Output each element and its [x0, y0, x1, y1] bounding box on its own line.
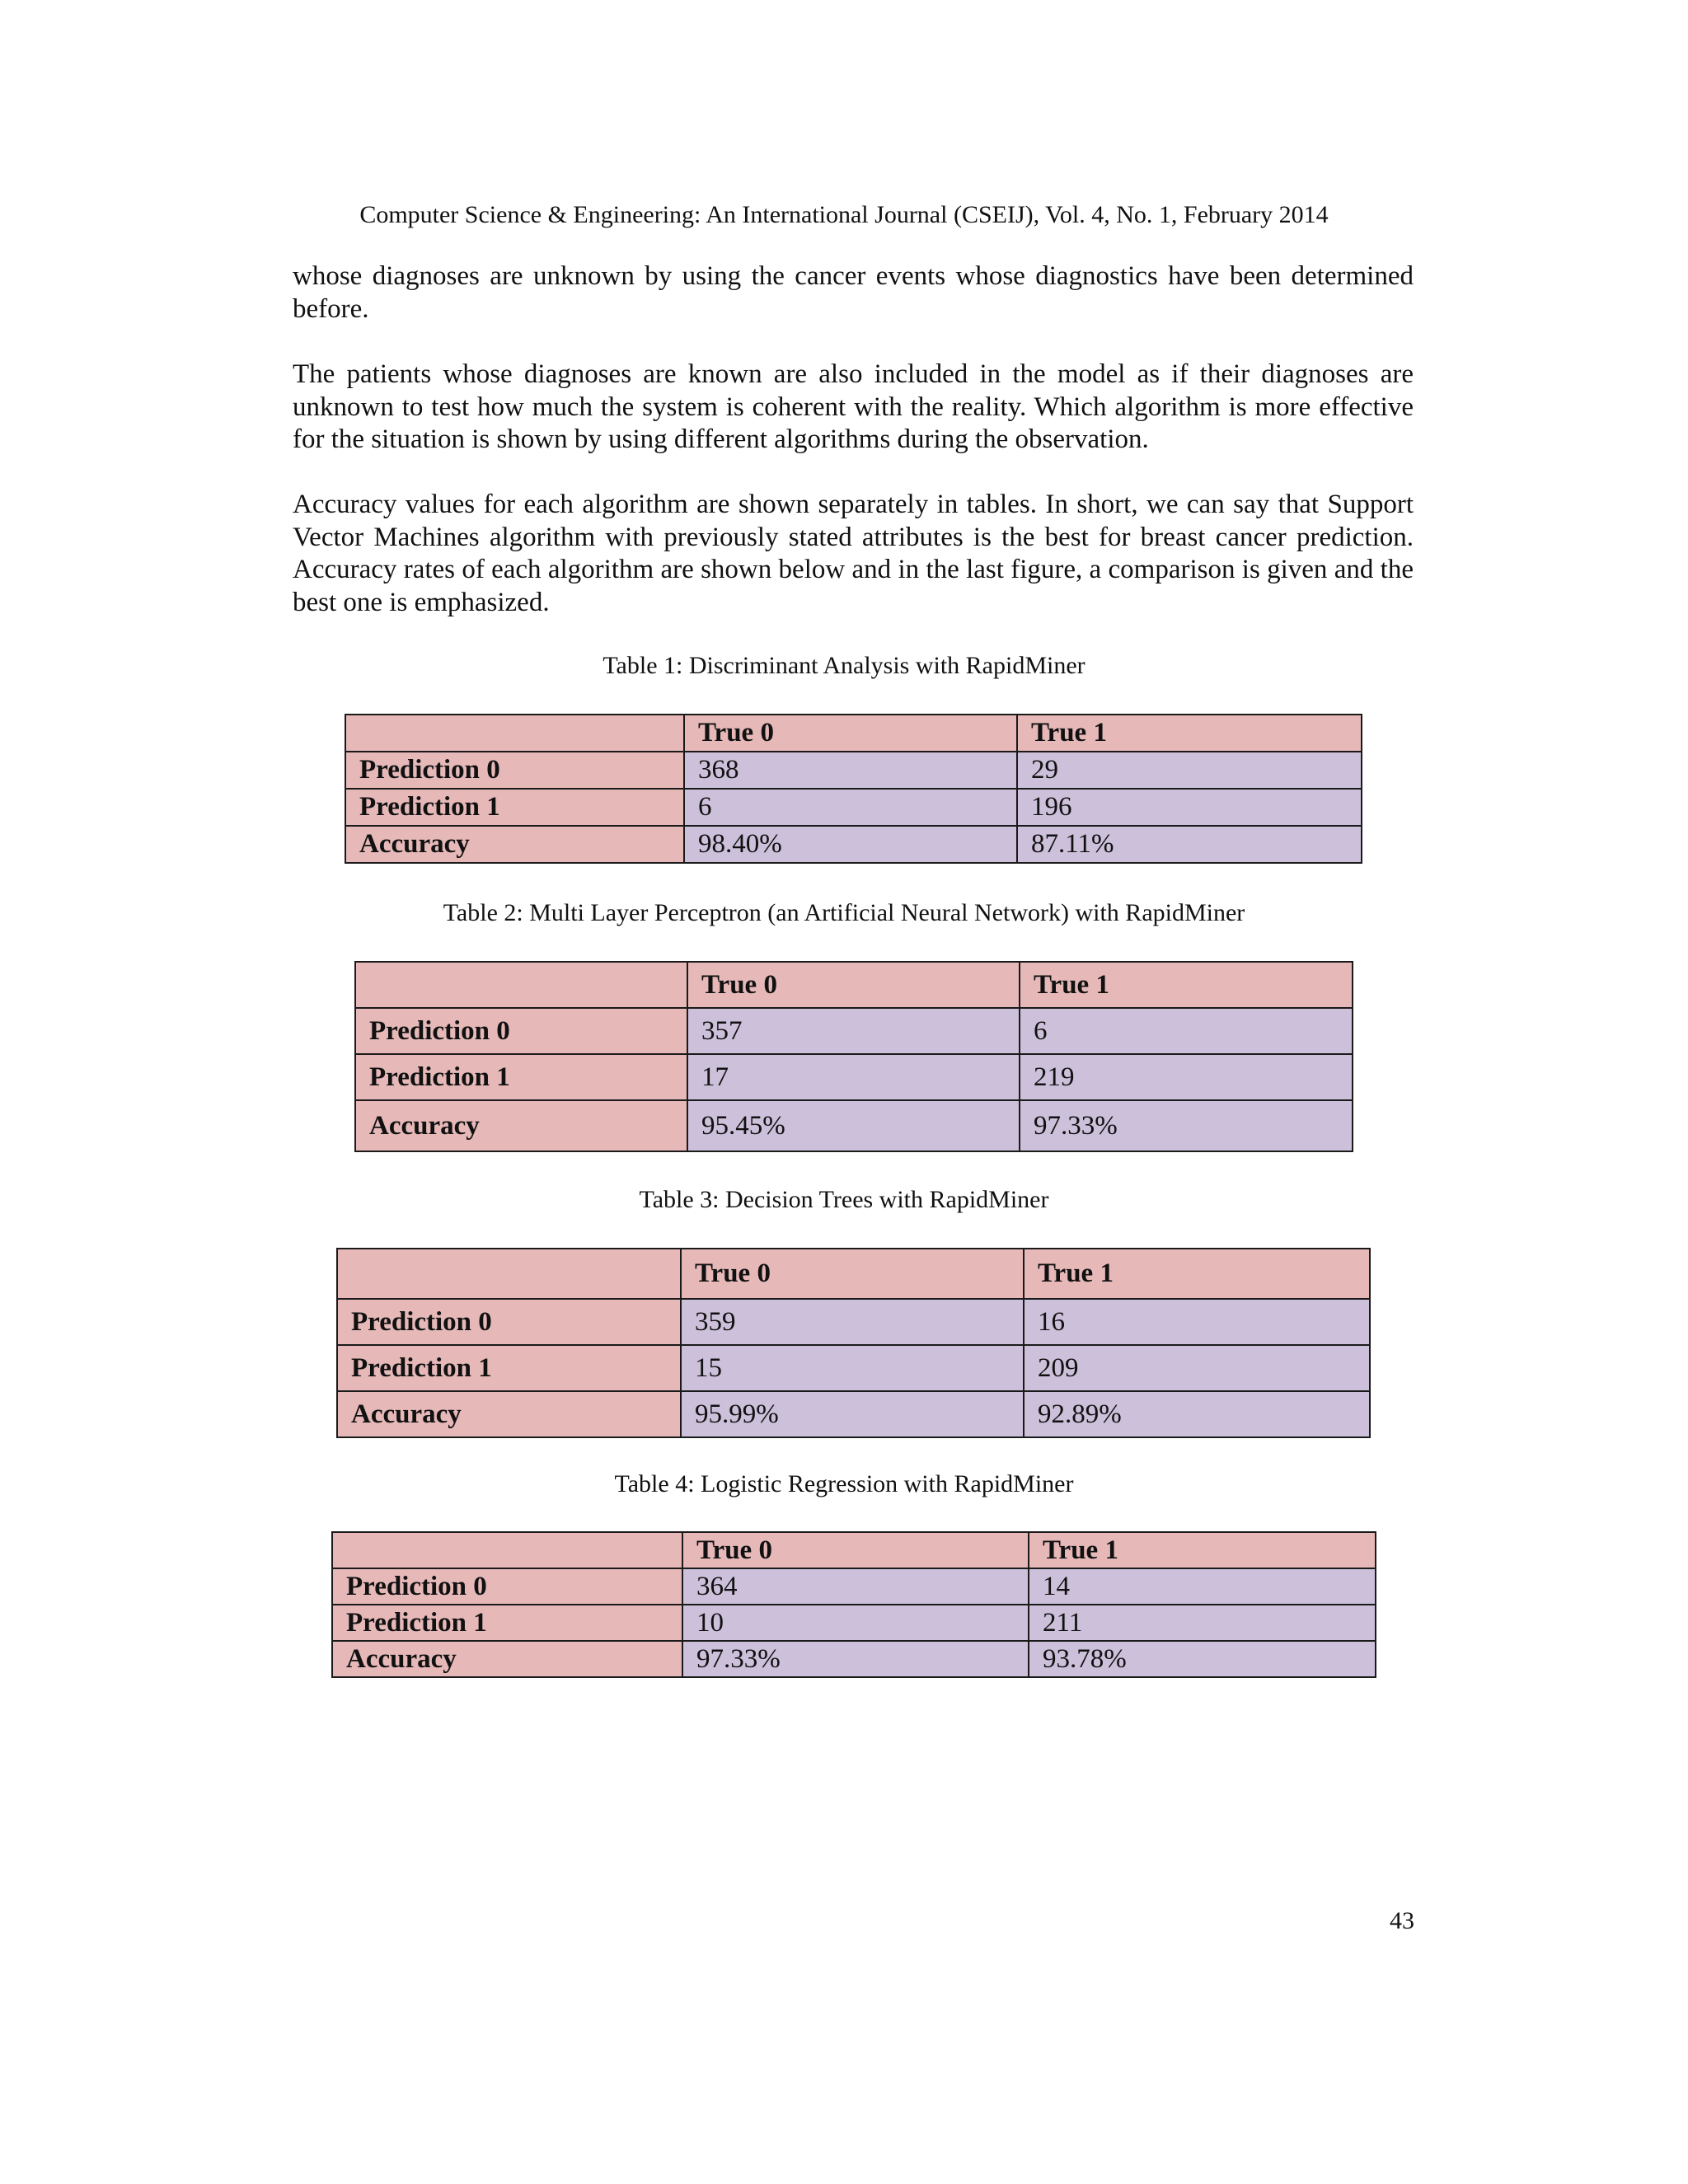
table-cell: 211 [1029, 1605, 1376, 1641]
row-header: Accuracy [355, 1100, 687, 1151]
column-header: True 1 [1024, 1249, 1370, 1299]
row-header: Prediction 1 [345, 789, 684, 826]
table-cell: 95.45% [687, 1100, 1020, 1151]
table-row [355, 1008, 1353, 1054]
page-number: 43 [1390, 1907, 1414, 1934]
table-cell: 359 [681, 1299, 1024, 1345]
table-corner-cell [332, 1532, 682, 1568]
table-row [345, 752, 1362, 789]
table-cell: 93.78% [1029, 1641, 1376, 1677]
table-cell: 10 [682, 1605, 1029, 1641]
table-cell: 6 [684, 789, 1017, 826]
table-cell: 219 [1020, 1054, 1353, 1100]
table-cell: 17 [687, 1054, 1020, 1100]
row-header: Prediction 1 [332, 1605, 682, 1641]
table-cell: 14 [1029, 1568, 1376, 1605]
column-header: True 1 [1029, 1532, 1376, 1568]
row-header: Prediction 0 [355, 1008, 687, 1054]
table-caption: Table 4: Logistic Regression with RapidMiner [614, 1470, 1074, 1497]
row-header: Prediction 0 [332, 1568, 682, 1605]
table-cell: 364 [682, 1568, 1029, 1605]
table-row [337, 1299, 1370, 1345]
table-corner-cell [345, 715, 684, 752]
table-row [345, 789, 1362, 826]
confusion-table [354, 961, 1353, 1152]
table-cell: 87.11% [1017, 826, 1362, 863]
table-header-row [337, 1249, 1370, 1299]
table-caption: Table 3: Decision Trees with RapidMiner [639, 1186, 1049, 1213]
body-paragraph: Accuracy values for each algorithm are shown separately in tables. In short, we can say that Support Vector Machines algorithm with previously stated attributes is the best for breast cancer prediction. Accuracy rates of each algorithm are shown below and in the last figure, a comparison is given and the best one is emphasized. [293, 490, 1414, 617]
table-caption: Table 1: Discriminant Analysis with RapidMiner [603, 652, 1085, 679]
row-header: Prediction 1 [337, 1345, 681, 1391]
table-header-row [355, 962, 1353, 1008]
running-header: Computer Science & Engineering: An International Journal (CSEIJ), Vol. 4, No. 1, February 2014 [359, 201, 1329, 228]
table-cell: 196 [1017, 789, 1362, 826]
table-cell: 368 [684, 752, 1017, 789]
table-cell: 357 [687, 1008, 1020, 1054]
row-header: Prediction 1 [355, 1054, 687, 1100]
body-paragraph: whose diagnoses are unknown by using the cancer events whose diagnostics have been determined before. [293, 261, 1414, 324]
table-header-row [345, 715, 1362, 752]
table-row [345, 826, 1362, 863]
confusion-table [345, 714, 1362, 864]
row-header: Accuracy [337, 1391, 681, 1437]
column-header: True 0 [682, 1532, 1029, 1568]
table-cell: 16 [1024, 1299, 1370, 1345]
column-header: True 0 [687, 962, 1020, 1008]
row-header: Accuracy [332, 1641, 682, 1677]
table-caption: Table 2: Multi Layer Perceptron (an Artificial Neural Network) with RapidMiner [443, 899, 1245, 926]
row-header: Prediction 0 [337, 1299, 681, 1345]
table-corner-cell [355, 962, 687, 1008]
table-row [337, 1391, 1370, 1437]
row-header: Prediction 0 [345, 752, 684, 789]
row-header: Accuracy [345, 826, 684, 863]
table-row [355, 1100, 1353, 1151]
table-cell: 95.99% [681, 1391, 1024, 1437]
column-header: True 1 [1020, 962, 1353, 1008]
table-cell: 15 [681, 1345, 1024, 1391]
table-cell: 97.33% [682, 1641, 1029, 1677]
table-cell: 29 [1017, 752, 1362, 789]
table-row [337, 1345, 1370, 1391]
table-header-row [332, 1532, 1376, 1568]
table-cell: 209 [1024, 1345, 1370, 1391]
body-paragraph: The patients whose diagnoses are known are also included in the model as if their diagnoses are unknown to test how much the system is coherent with the reality. Which algorithm is more effective for the situation is shown by using different algorithms during the observation. [293, 359, 1414, 454]
confusion-table [331, 1531, 1376, 1678]
table-cell: 92.89% [1024, 1391, 1370, 1437]
table-row [332, 1605, 1376, 1641]
table-corner-cell [337, 1249, 681, 1299]
column-header: True 0 [681, 1249, 1024, 1299]
table-cell: 98.40% [684, 826, 1017, 863]
table-row [332, 1568, 1376, 1605]
column-header: True 0 [684, 715, 1017, 752]
table-cell: 6 [1020, 1008, 1353, 1054]
table-row [332, 1641, 1376, 1677]
confusion-table [336, 1248, 1371, 1438]
table-row [355, 1054, 1353, 1100]
column-header: True 1 [1017, 715, 1362, 752]
table-cell: 97.33% [1020, 1100, 1353, 1151]
